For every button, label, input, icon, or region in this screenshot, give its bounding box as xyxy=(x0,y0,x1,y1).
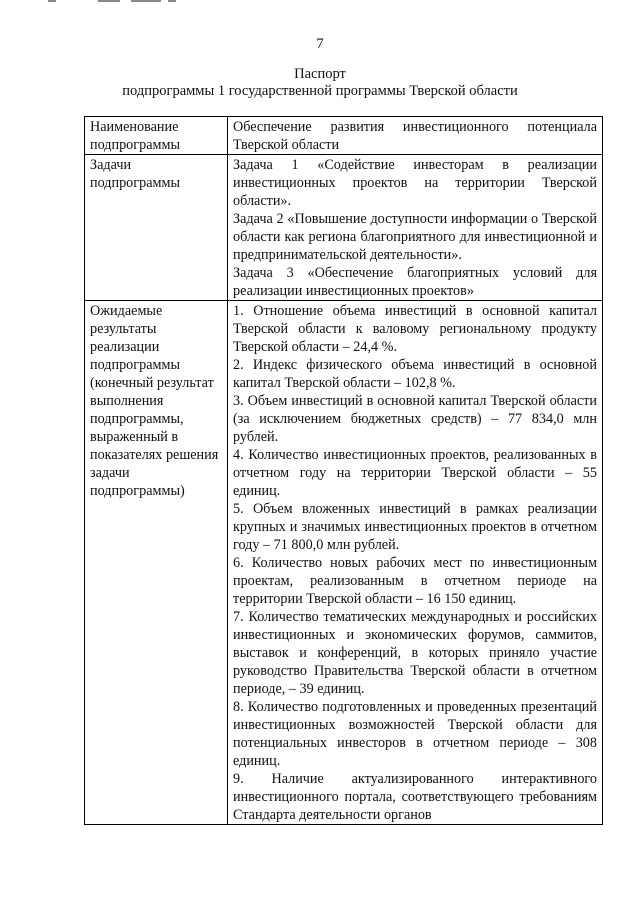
title-line-2: подпрограммы 1 государственной программы Тверской области xyxy=(122,83,518,99)
result-5: 5. Объем вложенных инвестиций в рамках реализации крупных и значимых инвестиционных проектов в отчетном году – 71 800,0 млн рублей. xyxy=(233,501,597,553)
task-2: Задача 2 «Повышение доступности информации о Тверской области как региона благоприятного для инвестиционной и предпринимательской деятельности». xyxy=(233,211,597,263)
result-8: 8. Количество подготовленных и проведенных презентаций инвестиционных возможностей Тверской области для потенциальных инвесторов в отчетном периоде – 308 единиц. xyxy=(233,699,597,769)
scan-artifact xyxy=(168,0,176,2)
title-line-1: Паспорт xyxy=(294,66,346,82)
result-4: 4. Количество инвестиционных проектов, реализованных в отчетном году на территории Тверской области – 55 единиц. xyxy=(233,447,597,499)
row-label: Задачи подпрограммы xyxy=(85,155,228,301)
document-title xyxy=(0,66,640,100)
scan-artifact xyxy=(48,0,56,2)
table-row-name xyxy=(85,117,603,155)
row-value xyxy=(228,155,603,301)
result-3: 3. Объем инвестиций в основной капитал Тверской области (за исключением бюджетных средств) – 77 834,0 млн рублей. xyxy=(233,393,597,445)
task-3: Задача 3 «Обеспечение благоприятных условий для реализации инвестиционных проектов» xyxy=(233,265,597,299)
value-paragraph: Обеспечение развития инвестиционного потенциала Тверской области xyxy=(233,119,597,153)
result-2: 2. Индекс физического объема инвестиций в основной капитал Тверской области – 102,8 %. xyxy=(233,357,597,391)
row-label: Наименование подпрограммы xyxy=(85,117,228,155)
result-1: 1. Отношение объема инвестиций в основной капитал Тверской области к валовому региональному продукту Тверской области – 24,4 %. xyxy=(233,303,597,355)
page-number: 7 xyxy=(316,36,324,52)
scan-artifact xyxy=(98,0,120,2)
row-label: Ожидаемые результаты реализации подпрограммы (конечный результат выполнения подпрограммы, выраженный в показателях решения задачи подпрограммы) xyxy=(85,301,228,825)
scan-artifact xyxy=(131,0,161,2)
task-1: Задача 1 «Содействие инвесторам в реализации инвестиционных проектов на территории Тверской области». xyxy=(233,157,597,209)
result-9: 9. Наличие актуализированного интерактивного инвестиционного портала, соответствующего требованиям Стандарта деятельности органов xyxy=(233,771,597,823)
result-6: 6. Количество новых рабочих мест по инвестиционным проектам, реализованным в отчетном периоде на территории Тверской области – 16 150 единиц. xyxy=(233,555,597,607)
table-row-results xyxy=(85,301,603,825)
row-value xyxy=(228,117,603,155)
result-7: 7. Количество тематических международных и российских инвестиционных и экономических форумов, саммитов, выставок и конференций, в которых приняло участие руководство Правительства Тверской области в отчетном периоде, – 39 единиц. xyxy=(233,609,597,697)
table-row-tasks xyxy=(85,155,603,301)
passport-table xyxy=(84,116,603,825)
row-value xyxy=(228,301,603,825)
